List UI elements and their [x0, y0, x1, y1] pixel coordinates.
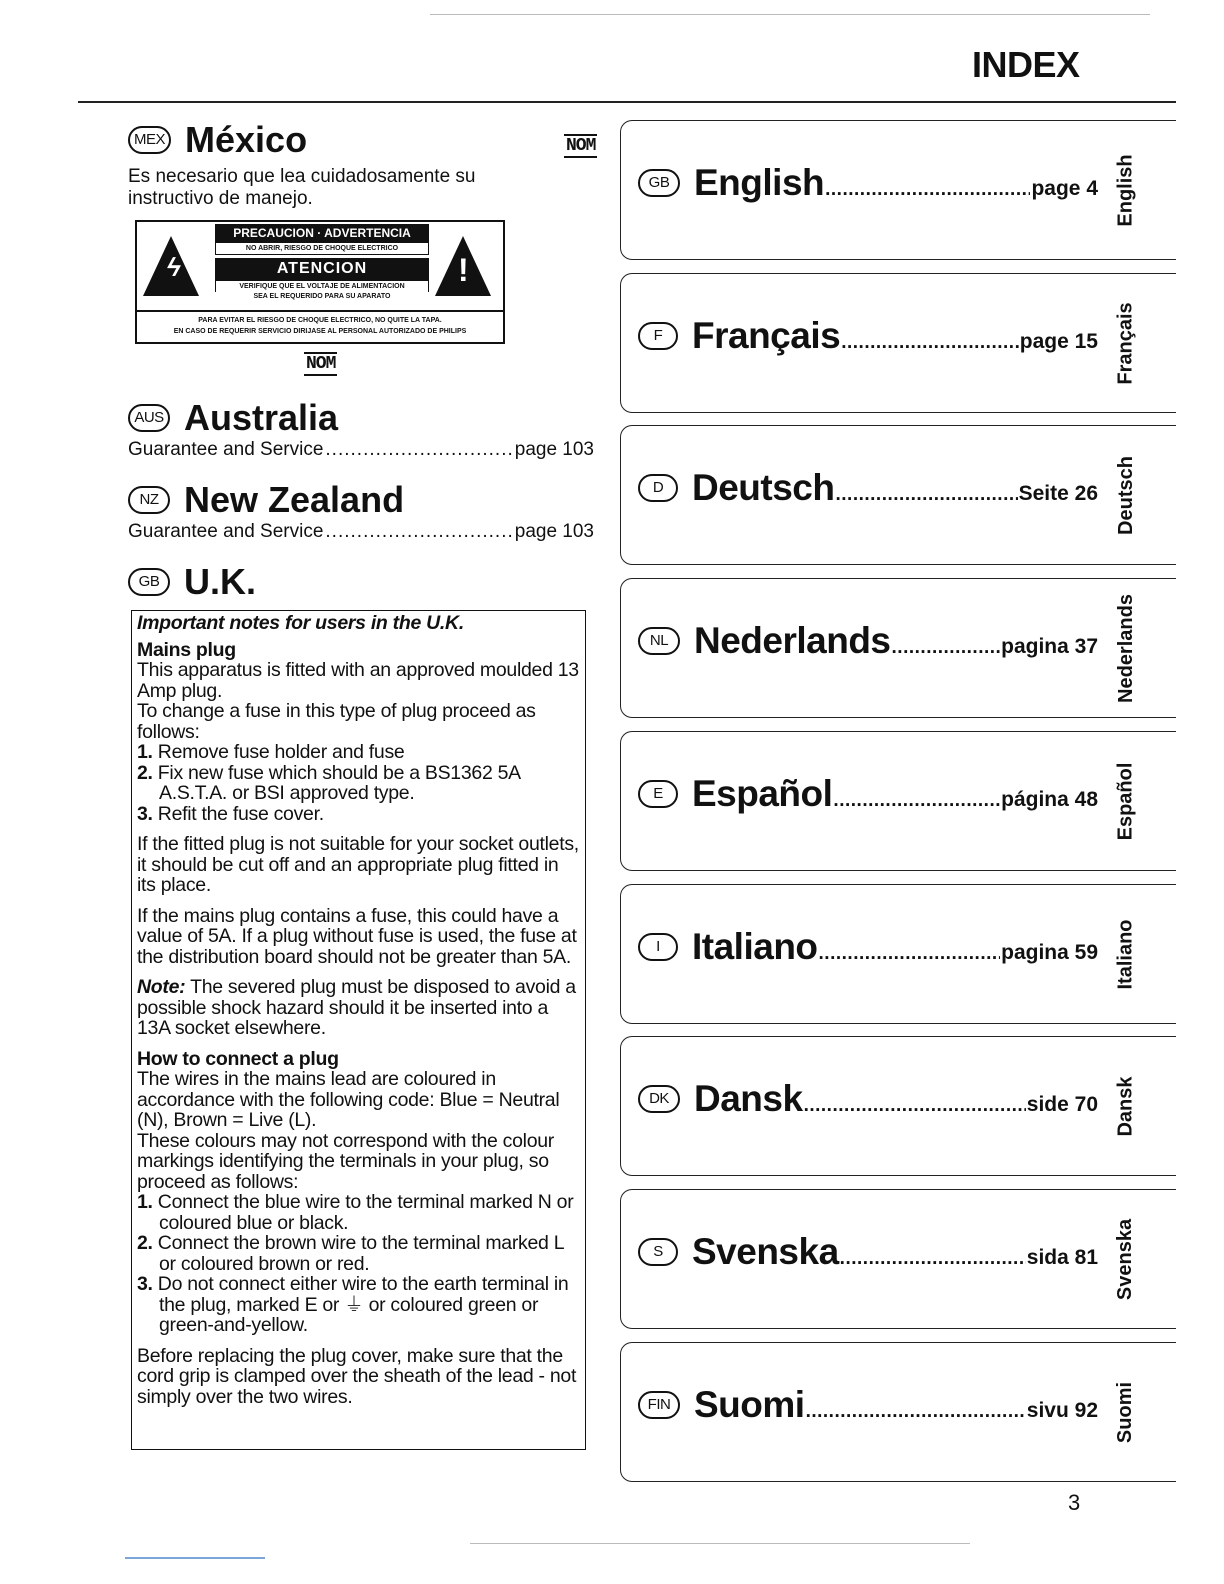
leader-dots	[325, 438, 512, 462]
side-tab-label: English	[1114, 153, 1137, 227]
language-name: Deutsch	[692, 467, 835, 508]
warning-label	[135, 220, 505, 344]
paragraph: If the mains plug contains a fuse, this could have a value of 5A. If a plug without fuse is used, the fuse at the distribution board should not be greater than 5A.	[137, 904, 577, 968]
note-label: Note:	[137, 976, 186, 998]
language-page: pagina 37	[1001, 635, 1098, 658]
leader-dots	[833, 790, 1000, 812]
subheading: How to connect a plug	[137, 1047, 339, 1070]
warning-footer-line: PARA EVITAR EL RIESGO DE CHOQUE ELECTRICO, NO QUITE LA TAPA.	[198, 317, 442, 324]
section-title: New Zealand	[184, 479, 405, 520]
step-item	[137, 1233, 581, 1274]
language-name: Español	[692, 773, 833, 814]
language-name: Svenska	[692, 1231, 839, 1272]
step-item	[137, 804, 581, 825]
language-card-nederlands[interactable]	[620, 578, 1176, 718]
section-title: México	[185, 119, 308, 160]
language-name: English	[694, 162, 825, 203]
warning-line: VERIFIQUE QUE EL VOLTAJE DE ALIMENTACION	[215, 280, 429, 292]
language-card-suomi[interactable]	[620, 1342, 1176, 1482]
step-number: 2.	[137, 761, 153, 784]
uk-box-title: Important notes for users in the U.K.	[137, 612, 464, 634]
warning-divider	[137, 310, 503, 312]
leader-dots	[840, 1248, 1026, 1270]
leader-dots	[325, 520, 512, 544]
language-page: page 4	[1031, 177, 1098, 200]
scan-artifact-top	[430, 14, 1150, 15]
subheading: Mains plug	[137, 638, 236, 661]
leader-dots	[804, 1095, 1026, 1117]
leader-dots	[806, 1401, 1026, 1423]
warning-footer	[139, 315, 501, 337]
country-badge-mex: MEX	[128, 126, 171, 154]
warning-center	[215, 224, 429, 302]
side-tab[interactable]	[1110, 884, 1142, 1024]
side-tab[interactable]	[1110, 273, 1142, 413]
paragraph: If the fitted plug is not suitable for your socket outlets, it should be cut off and an appropriate plug fitted in its place.	[137, 833, 579, 896]
side-tab-label: Español	[1114, 762, 1137, 840]
language-card-deutsch[interactable]	[620, 425, 1176, 565]
section-title: Australia	[184, 397, 339, 438]
section-uk	[128, 562, 594, 602]
language-name: Suomi	[694, 1384, 805, 1425]
language-name: Italiano	[692, 926, 818, 967]
step-item	[137, 1274, 581, 1336]
language-badge: S	[638, 1238, 678, 1266]
language-entry[interactable]	[638, 315, 1098, 358]
step-number: 3.	[137, 802, 153, 825]
step-number: 3.	[137, 1273, 153, 1295]
side-tab-label: Deutsch	[1114, 455, 1137, 535]
language-entry[interactable]	[638, 467, 1098, 510]
language-name: Français	[692, 315, 841, 356]
mexico-text: Es necesario que lea cuidadosamente su instructivo de manejo.	[128, 166, 476, 209]
country-badge-gb: GB	[128, 568, 170, 596]
uk-notes-box	[131, 610, 586, 1450]
toc-page: page 103	[514, 439, 594, 460]
paragraph: These colours may not correspond with the colour markings identifying the terminals in your plug, so proceed as follows:	[137, 1129, 554, 1193]
step-item	[137, 742, 581, 763]
paragraph: This apparatus is fitted with an approved moulded 13 Amp plug.	[137, 659, 579, 702]
step-number: 1.	[137, 741, 153, 763]
section-mexico-heading	[128, 120, 594, 160]
warning-line: NO ABRIR, RIESGO DE CHOQUE ELECTRICO	[215, 242, 429, 255]
side-tab[interactable]	[1110, 120, 1142, 260]
warning-footer-line: EN CASO DE REQUERIR SERVICIO DIRIJASE AL PERSONAL AUTORIZADO DE PHILIPS	[173, 328, 467, 335]
left-column	[128, 120, 594, 210]
note-paragraph	[137, 977, 581, 1039]
toc-entry[interactable]	[128, 438, 594, 462]
paragraph: To change a fuse in this type of plug proceed as follows:	[137, 700, 536, 743]
leader-dots	[892, 637, 1001, 659]
language-card-english[interactable]	[620, 120, 1176, 260]
side-tab[interactable]	[1110, 1342, 1142, 1482]
language-card-svenska[interactable]	[620, 1189, 1176, 1329]
step-text: Connect the blue wire to the terminal marked N or coloured blue or black.	[157, 1191, 574, 1234]
lightning-bolt-icon: ϟ	[164, 252, 184, 282]
language-entry[interactable]	[638, 162, 1098, 205]
language-card-dansk[interactable]	[620, 1036, 1176, 1176]
language-page: Seite 26	[1018, 482, 1098, 505]
language-badge: I	[638, 933, 678, 961]
section-australia	[128, 398, 594, 462]
language-entry[interactable]	[638, 620, 1098, 663]
steps-list	[137, 742, 581, 824]
language-entry[interactable]	[638, 926, 1098, 969]
paragraph: The wires in the mains lead are coloured in accordance with the following code: Blue = Neutral (N), Brown = Live (L).	[137, 1068, 560, 1131]
side-tab[interactable]	[1110, 731, 1142, 871]
language-page: sida 81	[1026, 1246, 1098, 1269]
page-title: INDEX	[972, 44, 1080, 85]
side-tab[interactable]	[1110, 425, 1142, 565]
steps-list	[137, 1192, 581, 1336]
language-page: page 15	[1019, 330, 1098, 353]
scan-artifact-bottom	[470, 1543, 970, 1544]
toc-label: Guarantee and Service	[128, 439, 324, 460]
side-tab-label: Dansk	[1114, 1075, 1137, 1137]
exclamation-icon: !	[458, 252, 469, 288]
step-text: Connect the brown wire to the terminal marked L or coloured brown or red.	[157, 1232, 564, 1275]
title-rule	[78, 101, 1176, 103]
leader-dots	[841, 332, 1019, 354]
step-number: 1.	[137, 1191, 153, 1213]
language-name: Dansk	[694, 1078, 803, 1119]
warning-header: PRECAUCION · ADVERTENCIA	[215, 224, 429, 242]
language-card-español[interactable]	[620, 731, 1176, 871]
language-badge: F	[638, 322, 678, 350]
language-name: Nederlands	[694, 620, 891, 661]
leader-dots	[835, 484, 1017, 506]
toc-page: page 103	[514, 521, 594, 542]
side-tab[interactable]	[1110, 1189, 1142, 1329]
step-number: 2.	[137, 1232, 153, 1254]
language-entry[interactable]	[638, 1231, 1098, 1274]
section-heading	[128, 398, 594, 438]
country-badge-nz: NZ	[128, 486, 170, 514]
scan-artifact-blue	[125, 1557, 265, 1559]
language-page: side 70	[1026, 1093, 1098, 1116]
page-number: 3	[1068, 1490, 1081, 1515]
step-item	[137, 1192, 581, 1233]
side-tab-label: Svenska	[1114, 1218, 1137, 1300]
paragraph: Before replacing the plug cover, make sure that the cord grip is clamped over the sheath of the lead - not simply over the two wires.	[137, 1344, 577, 1408]
language-page: sivu 92	[1026, 1399, 1098, 1422]
language-badge: NL	[638, 627, 680, 655]
language-badge: GB	[638, 169, 680, 197]
note-text: The severed plug must be disposed to avoid a possible shock hazard should it be inserted into a 13A socket elsewhere.	[137, 976, 576, 1039]
side-tab-label: Italiano	[1114, 918, 1137, 990]
language-badge: FIN	[638, 1391, 680, 1419]
warning-line: SEA EL REQUERIDO PARA SU APARATO	[253, 293, 391, 300]
language-badge: DK	[638, 1085, 680, 1113]
side-tab-label: Français	[1114, 301, 1137, 385]
leader-dots	[819, 943, 1001, 965]
toc-label: Guarantee and Service	[128, 521, 324, 542]
language-entry[interactable]	[638, 1078, 1098, 1121]
step-text: Fix new fuse which should be a BS1362 5A A.S.T.A. or BSI approved type.	[157, 761, 520, 804]
section-new-zealand	[128, 480, 594, 544]
step-text: Remove fuse holder and fuse	[157, 741, 405, 763]
language-page: pagina 59	[1001, 941, 1098, 964]
side-tab[interactable]	[1110, 578, 1142, 718]
language-card-français[interactable]	[620, 273, 1176, 413]
section-heading	[128, 562, 594, 602]
language-badge: D	[638, 474, 678, 502]
side-tab-label: Suomi	[1114, 1381, 1137, 1443]
nom-mark: NOM	[566, 136, 596, 156]
section-title: U.K.	[184, 561, 256, 602]
step-item	[137, 763, 581, 804]
language-entry[interactable]	[638, 1384, 1098, 1427]
nom-mark: NOM	[306, 354, 336, 374]
toc-entry[interactable]	[128, 520, 594, 544]
step-text: Do not connect either wire to the earth terminal in the plug, marked E or ⏚ or coloured green or green-and-yellow.	[157, 1273, 569, 1336]
leader-dots	[825, 179, 1030, 201]
language-badge: E	[638, 780, 678, 808]
section-heading	[128, 480, 594, 520]
country-badge-aus: AUS	[128, 404, 170, 432]
step-text: Refit the fuse cover.	[157, 802, 324, 825]
side-tab[interactable]	[1110, 1036, 1142, 1176]
language-page: página 48	[1001, 788, 1098, 811]
language-card-italiano[interactable]	[620, 884, 1176, 1024]
side-tab-label: Nederlands	[1114, 593, 1137, 703]
language-entry[interactable]	[638, 773, 1098, 816]
warning-attention: ATENCION	[215, 258, 429, 280]
